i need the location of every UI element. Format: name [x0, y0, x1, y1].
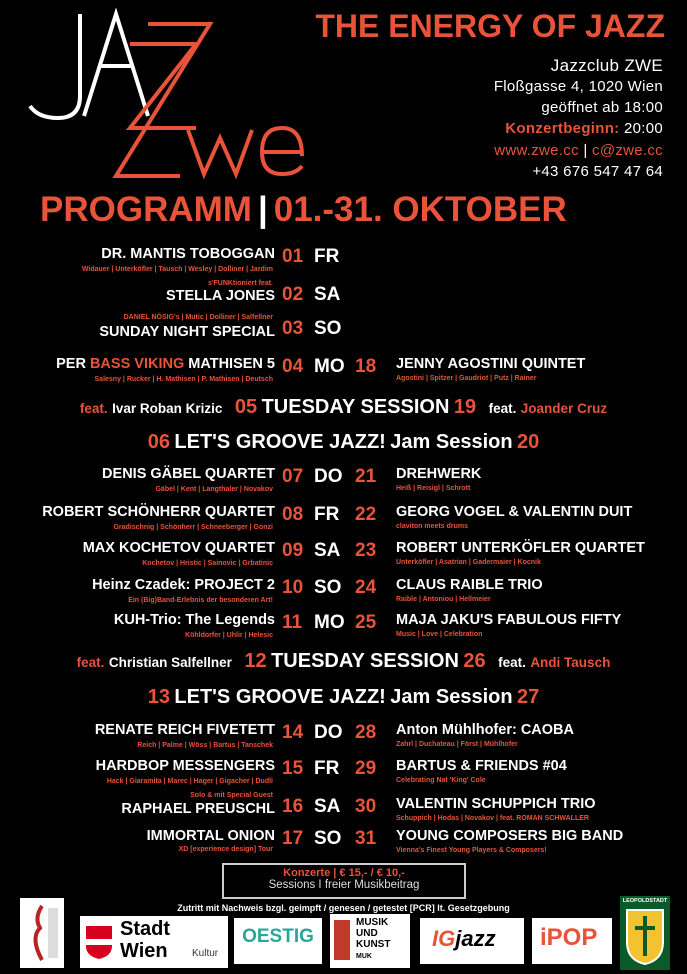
- muk-word: UND: [356, 928, 378, 939]
- ipop-word: iPOP: [540, 924, 598, 951]
- weekday: SO: [314, 828, 342, 849]
- event-row: [0, 828, 687, 868]
- day-number-right: 29: [355, 758, 377, 779]
- event-lineup: Salesny | Rucker | H. Mathisen | P. Mathisen | Deutsch: [94, 376, 273, 383]
- day-number: 20: [517, 431, 540, 453]
- weekday: SO: [314, 318, 342, 339]
- muk-word: MUK: [356, 953, 372, 960]
- event-title-right: YOUNG COMPOSERS BIG BAND: [396, 828, 624, 844]
- day-number-right: 21: [355, 466, 377, 487]
- feat-label: feat.: [76, 655, 105, 670]
- title-part: PER: [56, 356, 90, 372]
- tuesday-session-row: [0, 650, 687, 673]
- day-number: 04: [282, 356, 304, 377]
- day-number: 15: [282, 758, 304, 779]
- coat-of-arms-icon: [625, 908, 665, 966]
- jam-label: Jam Session: [390, 686, 513, 708]
- concert-label: Konzertbeginn:: [505, 120, 620, 137]
- weekday: MO: [314, 612, 345, 633]
- event-lineup-right: claviton meets drums: [396, 523, 468, 530]
- event-row: [0, 314, 687, 358]
- day-number: 03: [282, 318, 304, 339]
- muk-mark-icon: [334, 920, 350, 960]
- session-label: TUESDAY SESSION: [271, 650, 459, 672]
- eagle-icon: [20, 898, 64, 968]
- weekday: SA: [314, 796, 341, 817]
- event-row: [0, 722, 687, 762]
- event-lineup: s'FUNKtioniert feat.: [207, 280, 273, 287]
- day-number: 12: [244, 650, 267, 672]
- day-number-right: 22: [355, 504, 377, 525]
- event-lineup: Gradischnig | Schönherr | Schneeberger | Gonzi: [113, 524, 273, 531]
- program-separator: |: [257, 190, 268, 229]
- sponsor-bar: [0, 892, 687, 974]
- event-lineup: Gäbel | Kent | Langthaler | Novakov: [155, 486, 273, 493]
- weekday: SO: [314, 577, 342, 598]
- price-line: Konzerte | € 15,- / € 10,-: [283, 867, 405, 879]
- day-number: 06: [147, 431, 170, 453]
- muk-logo: [330, 914, 410, 968]
- event-lineup-right: Unterköfler | Asatrian | Gadermaier | Kocnik: [396, 559, 541, 566]
- stadt-wien-logo: [80, 916, 228, 968]
- day-number: 14: [282, 722, 304, 743]
- day-number: 19: [453, 396, 477, 418]
- day-number: 05: [234, 396, 258, 418]
- event-row: [0, 356, 687, 396]
- program-title: [40, 190, 567, 230]
- muk-word: KUNST: [356, 939, 391, 950]
- feat-label: feat.: [488, 401, 517, 416]
- weekday: SA: [314, 284, 341, 305]
- event-title-right: Anton Mühlhofer: CAOBA: [396, 722, 574, 738]
- event-title: MAX KOCHETOV QUARTET: [82, 540, 275, 556]
- club-address: Floßgasse 4, 1020 Wien: [493, 78, 663, 95]
- guest-name: Ivar Roban Krizic: [112, 401, 223, 416]
- event-title: DR. MANTIS TOBOGGAN: [101, 246, 275, 262]
- title-highlight: BASS VIKING: [89, 356, 185, 372]
- day-number-right: 24: [355, 577, 377, 598]
- ig-word: IG: [432, 926, 456, 951]
- ipop-logo: [532, 918, 612, 964]
- event-lineup: Hack | Giaramita | Marec | Hager | Gigacher | Dudli: [106, 778, 273, 785]
- day-number: 17: [282, 828, 304, 849]
- event-title: SUNDAY NIGHT SPECIAL: [99, 324, 275, 340]
- feat-label: feat.: [498, 655, 526, 670]
- day-number: 26: [463, 650, 486, 672]
- contact-separator: |: [583, 142, 588, 159]
- event-title: RENATE REICH FIVETETT: [94, 722, 275, 738]
- event-lineup-right: Zahrl | Duchateau | Först | Mühlhofer: [396, 741, 518, 748]
- event-row: [0, 612, 687, 652]
- concert-start: [505, 120, 663, 137]
- event-lineup: Widauer | Unterköfler | Tausch | Wesley | Dolliner | Jardim: [81, 266, 273, 273]
- day-number: 01: [282, 246, 304, 267]
- event-lineup: DANIEL NÖSIG's | Mutic | Dolliner | Salfellner: [123, 314, 273, 321]
- session-label: TUESDAY SESSION: [261, 396, 450, 418]
- day-number-right: 28: [355, 722, 377, 743]
- event-lineup: Köhldorfer | Uhlir | Helesic: [185, 632, 273, 639]
- event-title: Heinz Czadek: PROJECT 2: [92, 577, 275, 593]
- concert-time: 20:00: [623, 120, 663, 137]
- event-title-right: VALENTIN SCHUPPICH TRIO: [396, 796, 596, 812]
- igjazz-logo: [420, 918, 524, 964]
- jam-label: Jam Session: [390, 431, 513, 453]
- guest-name: Christian Salfellner: [108, 655, 232, 670]
- weekday: DO: [314, 722, 343, 743]
- leopoldstadt-word: LEOPOLDSTADT: [622, 898, 668, 904]
- event-lineup-right: Celebrating Nat 'King' Cole: [396, 777, 486, 784]
- event-lineup: Reich | Palme | Wöss | Bartus | Tanschek: [137, 742, 273, 749]
- day-number: 08: [282, 504, 304, 525]
- event-title-right: DREHWERK: [396, 466, 482, 482]
- day-number-right: 25: [355, 612, 377, 633]
- muk-word: MUSIK: [356, 917, 389, 928]
- event-title-right: JENNY AGOSTINI QUINTET: [396, 356, 586, 372]
- email-link[interactable]: c@zwe.cc: [592, 142, 663, 159]
- guest-name: Joander Cruz: [520, 401, 608, 416]
- session-label: LET'S GROOVE JAZZ!: [174, 686, 386, 708]
- session-price-line: Sessions I freier Musikbeitrag: [268, 879, 420, 891]
- bmkoes-logo: [20, 898, 64, 968]
- day-number-right: 18: [355, 356, 377, 377]
- guest-name: Andi Tausch: [530, 655, 611, 670]
- day-number: 11: [282, 612, 303, 633]
- headline: THE ENERGY OF JAZZ: [315, 8, 665, 44]
- contact-line: [494, 142, 663, 159]
- event-title: [56, 356, 275, 372]
- website-link[interactable]: www.zwe.cc: [494, 142, 579, 159]
- event-row: [0, 246, 687, 286]
- event-lineup: Kochetov | Hristic | Sainovic | Grbatinic: [142, 560, 273, 567]
- event-title: HARDBOP MESSENGERS: [95, 758, 275, 774]
- event-lineup: Ein (Big)Band-Erlebnis der besonderen Art!: [128, 597, 273, 604]
- groove-session-row: [0, 431, 687, 454]
- leopoldstadt-logo: [620, 896, 670, 970]
- event-lineup: XD [experience design] Tour: [178, 846, 273, 853]
- weekday: SA: [314, 540, 341, 561]
- session-label: LET'S GROOVE JAZZ!: [174, 431, 386, 453]
- event-lineup-right: Music | Love | Celebration: [396, 631, 483, 638]
- wien-word: Wien: [120, 940, 168, 962]
- event-title-right: GEORG VOGEL & VALENTIN DUIT: [396, 504, 633, 520]
- day-number: 09: [282, 540, 304, 561]
- tuesday-session-row: [0, 396, 687, 419]
- jazz-zwe-logo: [20, 8, 320, 180]
- event-lineup-right: Schuppich | Hodas | Novakov | feat. ROMAN SCHWALLER: [396, 815, 589, 822]
- event-lineup-right: Heiß | Reisigl | Schrott: [396, 485, 471, 492]
- club-name: Jazzclub ZWE: [550, 56, 663, 75]
- oestig-logo: [234, 918, 322, 964]
- program-label: PROGRAMM: [40, 190, 252, 229]
- weekday: FR: [314, 758, 340, 779]
- event-title: IMMORTAL ONION: [146, 828, 275, 844]
- entry-requirement: Zutritt mit Nachweis bzgl. geimpft / genesen / getestet [PCR] lt. Gesetzgebung: [177, 903, 510, 913]
- groove-session-row: [0, 686, 687, 709]
- muk-text: [356, 917, 390, 962]
- phone-number: +43 676 547 47 64: [532, 163, 663, 180]
- wien-shield-icon: [84, 924, 114, 960]
- weekday: FR: [314, 504, 340, 525]
- day-number-right: 31: [355, 828, 377, 849]
- kultur-word: Kultur: [192, 948, 219, 959]
- day-number-right: 30: [355, 796, 377, 817]
- oestig-word: OESTIG: [242, 926, 314, 947]
- weekday: DO: [314, 466, 343, 487]
- event-row: [0, 540, 687, 580]
- event-row: [0, 758, 687, 798]
- program-range: 01.-31. OKTOBER: [273, 190, 567, 229]
- event-lineup-right: Raible | Antoniou | Hellmeier: [396, 596, 491, 603]
- event-title: ROBERT SCHÖNHERR QUARTET: [42, 504, 275, 520]
- igjazz-text: [432, 926, 496, 952]
- day-number: 07: [282, 466, 304, 487]
- opening-time: geöffnet ab 18:00: [541, 99, 663, 116]
- jazz-word: jazz: [455, 926, 496, 951]
- day-number: 10: [282, 577, 304, 598]
- event-title-right: BARTUS & FRIENDS #04: [396, 758, 567, 774]
- event-title-right: ROBERT UNTERKÖFLER QUARTET: [396, 540, 645, 556]
- feat-label: feat.: [79, 401, 108, 416]
- event-row: [0, 504, 687, 544]
- weekday: MO: [314, 356, 345, 377]
- event-lineup-right: Agostini | Spitzer | Gaudriot | Putz | Rainer: [396, 375, 537, 382]
- stadt-word: Stadt: [120, 918, 170, 940]
- event-row: [0, 466, 687, 506]
- event-title-right: MAJA JAKU'S FABULOUS FIFTY: [396, 612, 622, 628]
- day-number: 16: [282, 796, 304, 817]
- day-number: 02: [282, 284, 304, 305]
- event-lineup-right: Vienna's Finest Young Players & Composers!: [396, 847, 547, 854]
- event-title: DENIS GÄBEL QUARTET: [102, 466, 275, 482]
- event-title: STELLA JONES: [165, 288, 275, 304]
- day-number: 13: [147, 686, 170, 708]
- event-title: KUH-Trio: The Legends: [113, 612, 275, 628]
- weekday: FR: [314, 246, 340, 267]
- event-lineup: Solo & mit Special Guest: [190, 792, 273, 799]
- title-part: MATHISEN 5: [184, 356, 275, 372]
- day-number: 27: [517, 686, 540, 708]
- event-title: RAPHAEL PREUSCHL: [121, 801, 275, 817]
- stadt-text: [120, 918, 170, 962]
- event-title-right: CLAUS RAIBLE TRIO: [396, 577, 543, 593]
- day-number-right: 23: [355, 540, 377, 561]
- event-row: [0, 577, 687, 617]
